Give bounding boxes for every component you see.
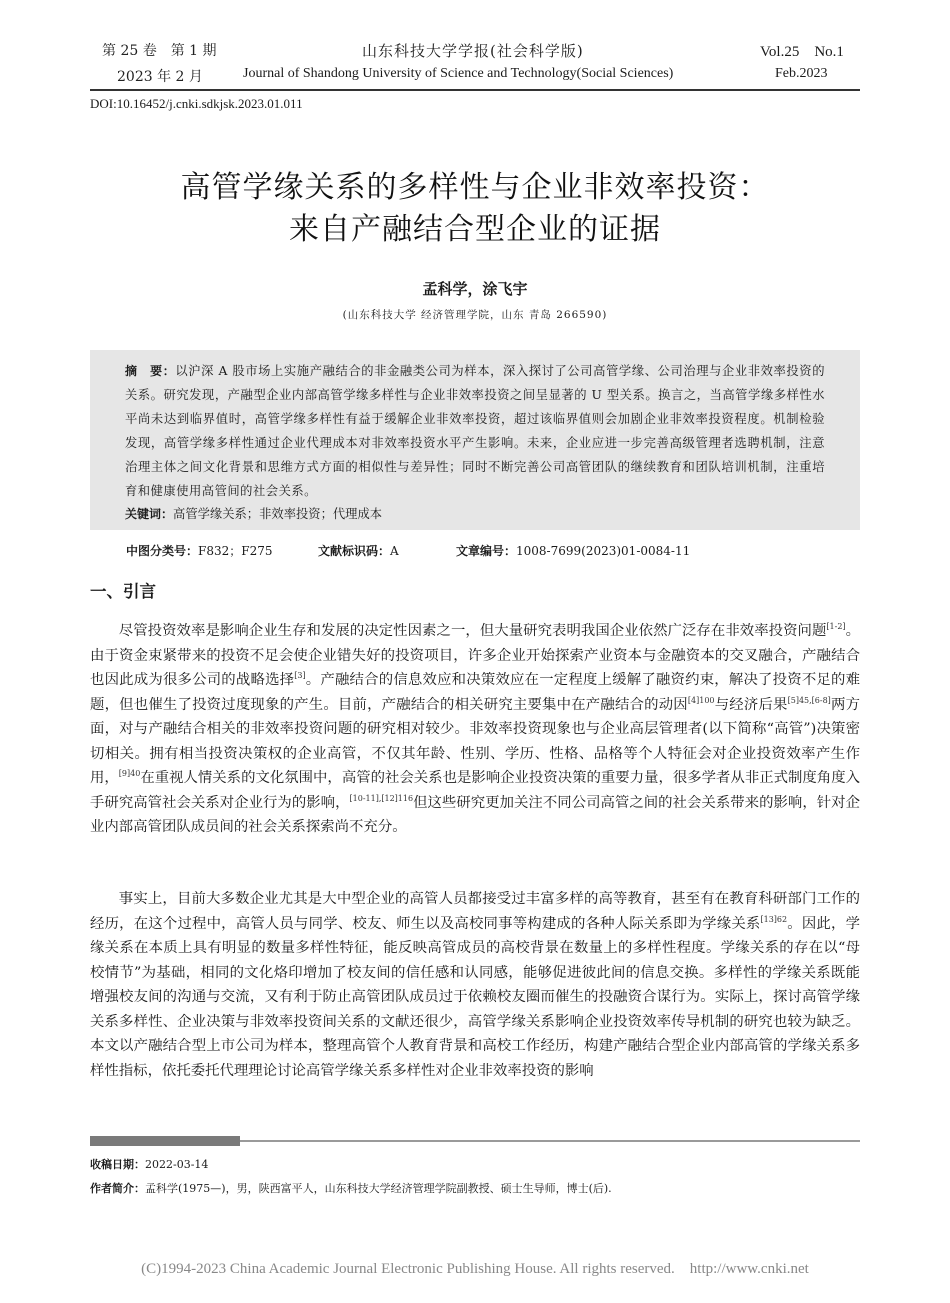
p1-text-6: 在重视人情关系的文化氛围中，高管的社会关系也是影响企业投资决策的重要力量，很多学者从非正式制度角度入手研究高管社会关系对企业行为的影响， xyxy=(90,770,860,811)
footnote-rule-light xyxy=(240,1140,860,1142)
p1-text-2: 。由于资金束紧带来的投资不足会使企业错失好的投资项目，许多企业开始探索产业资本与金融资本的交叉融合，产融结合也因此成为很多公司的战略选择 xyxy=(90,623,860,688)
p1-text-5: 两方面，对与产融结合相关的非效率投资问题的研究相对较少。非效率投资现象也与企业高层管理者(以下简称“高管”)决策密切相关。拥有相当投资决策权的企业高管，不仅其年龄、性别、学历、性格、品格等个人特征会对企业投资效率产生作用， xyxy=(90,696,860,786)
header-journal-cn: 山东科技大学学报(社会科学版) xyxy=(362,42,584,60)
author-bio-label: 作者简介： xyxy=(90,1182,145,1195)
p1-text-3: 。产融结合的信息效应和决策效应在一定程度上缓解了融资约束，解决了投资不足的难题，但也催生了投资过度现象的产生。目前，产融结合的相关研究主要集中在产融结合的动因 xyxy=(90,672,860,713)
header-date-en: Feb.2023 xyxy=(775,66,828,81)
title-line-2: 来自产融结合型企业的证据 xyxy=(289,212,661,247)
received-date xyxy=(90,1156,208,1172)
citation: [13]62 xyxy=(760,914,788,924)
article-label: 文章编号： xyxy=(456,544,517,558)
citation: [5]45,[6-8] xyxy=(787,695,831,705)
citation: [3] xyxy=(294,671,306,681)
clc-label: 中图分类号： xyxy=(126,544,199,558)
header-date-cn: 2023 年 2 月 xyxy=(117,69,203,85)
article-value: 1008-7699(2023)01-0084-11 xyxy=(516,544,691,558)
citation: [10-11],[12]116 xyxy=(349,793,414,803)
doi: DOI:10.16452/j.cnki.sdkjsk.2023.01.011 xyxy=(90,96,303,111)
header-journal-en: Journal of Shandong University of Science and Technology(Social Sciences) xyxy=(243,66,674,81)
abstract xyxy=(125,359,825,503)
header-volume-issue: 第 25 卷 第 1 期 xyxy=(102,43,217,59)
doc-value: A xyxy=(390,544,399,558)
header-volume-issue-en: Vol.25 No.1 xyxy=(760,44,844,60)
copyright-notice: (C)1994-2023 China Academic Journal Electronic Publishing House. All rights reserved. http://www.cnki.net xyxy=(141,1261,809,1277)
doc-code xyxy=(318,542,399,559)
affiliation: (山东科技大学 经济管理学院，山东 青岛 266590) xyxy=(342,309,608,321)
p2-text-2: 。因此，学缘关系在本质上具有明显的数量多样性特征，能反映高管成员的高校背景在数量上的多样性程度。学缘关系的存在以“母校情节”为基础，相同的文化烙印增加了校友间的信任感和认同感，能够促进彼此间的信息交换。多样性的学缘关系既能增强校友间的沟通与交流，又有利于防止高管团队成员过于依赖校友圈而催生的投融资合谋行为。实际上，探讨高管学缘关系多样性、企业决策与非效率投资间关系的文献还很少，高管学缘关系影响企业投资效率传导机制的研究也较为缺乏。本文以产融结合型上市公司为样本，整理高管个人教育背景和高校工作经历，构建产融结合型企业内部高管的学缘关系多样性指标，依托委托代理理论讨论高管学缘关系多样性对企业非效率投资的影响 xyxy=(90,915,860,1079)
abstract-label: 摘 要： xyxy=(125,364,176,378)
authors: 孟科学，涂飞宇 xyxy=(422,280,528,298)
author-bio xyxy=(90,1180,612,1196)
received-label: 收稿日期： xyxy=(90,1158,145,1171)
p1-text-7: 但这些研究更加关注不同公司高管之间的社会关系带来的影响，针对企业内部高管团队成员间的社会关系探索尚不充分。 xyxy=(90,794,860,835)
doc-label: 文献标识码： xyxy=(318,544,391,558)
header-rule xyxy=(90,89,860,91)
p2-text-1: 事实上，目前大多数企业尤其是大中型企业的高管人员都接受过丰富多样的高等教育，甚至有在教育科研部门工作的经历，在这个过程中，高管人员与同学、校友、师生以及高校同事等构建成的各种人际关系即为学缘关系 xyxy=(90,891,860,932)
citation: [4]100 xyxy=(687,695,715,705)
keywords-label: 关键词： xyxy=(125,507,174,521)
keywords-text: 高管学缘关系；非效率投资；代理成本 xyxy=(173,507,383,521)
footnote-rule-dark xyxy=(90,1136,240,1146)
p1-text-1: 尽管投资效率是影响企业生存和发展的决定性因素之一，但大量研究表明我国企业依然广泛存在非效率投资问题 xyxy=(118,623,827,639)
received-value: 2022-03-14 xyxy=(145,1158,209,1171)
clc-value: F832；F275 xyxy=(198,544,273,558)
author-bio-value: 孟科学(1975—)，男，陕西富平人，山东科技大学经济管理学院副教授、硕士生导师，博士(后). xyxy=(145,1182,612,1195)
section-title: 一、引言 xyxy=(90,582,156,601)
citation: [1-2] xyxy=(826,622,846,632)
p1-text-4: 与经济后果 xyxy=(714,696,788,713)
clc-number xyxy=(126,542,272,559)
keywords xyxy=(125,504,825,522)
article-number xyxy=(456,542,690,559)
abstract-box xyxy=(90,350,860,530)
paragraph-2 xyxy=(90,887,860,1083)
abstract-text: 以沪深 A 股市场上实施产融结合的非金融类公司为样本，深入探讨了公司高管学缘、公司治理与企业非效率投资的关系。研究发现，产融型企业内部高管学缘多样性与企业非效率投资之间呈显著的 U 型关系。换言之，当高管学缘多样性水平尚未达到临界值时，高管学缘多样性有益于缓解企业非效率投资，超过该临界值则会加剧企业非效率投资程度。机制检验发现，高管学缘多样性通过企业代理成本对非效率投资水平产生影响。未来，企业应进一步完善高级管理者选聘机制，注意治理主体之间文化背景和思维方式方面的相似性与差异性；同时不断完善公司高管团队的继续教育和团队培训机制，注重培育和健康使用高管间的社会关系。 xyxy=(125,364,825,498)
citation: [9]40 xyxy=(118,769,141,779)
paragraph-1 xyxy=(90,619,860,840)
title-line-1: 高管学缘关系的多样性与企业非效率投资： xyxy=(180,170,770,205)
